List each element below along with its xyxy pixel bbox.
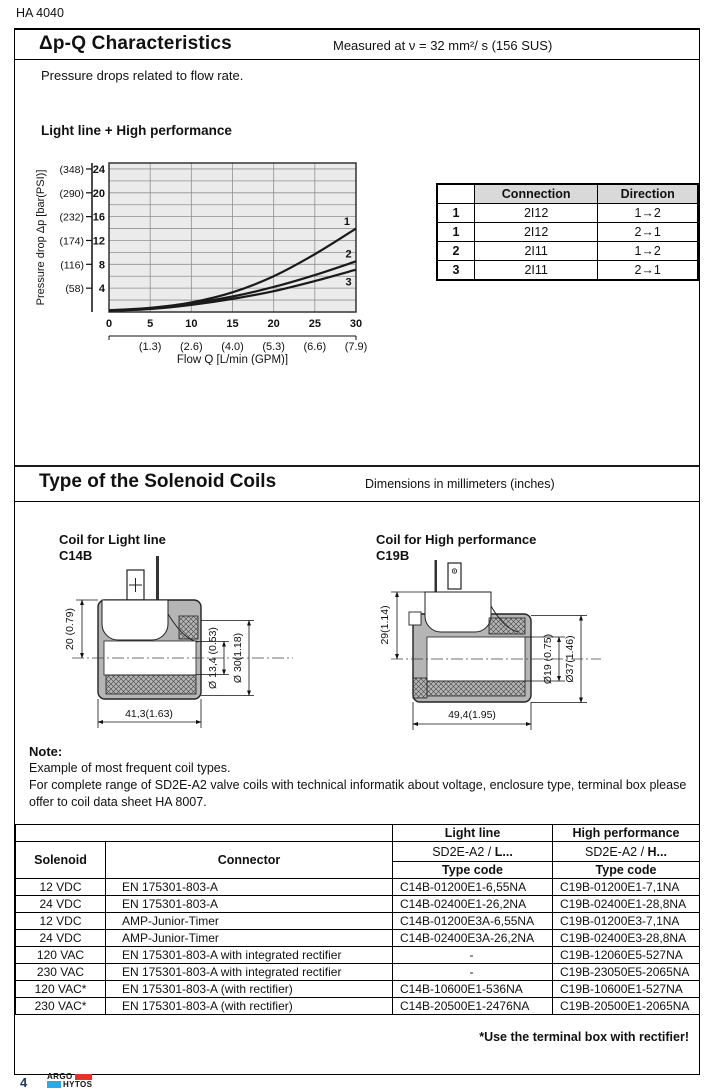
intro-text: Pressure drops related to flow rate. <box>41 68 244 83</box>
high-performance-group-header: High performance <box>553 825 700 842</box>
light-line-type-code-label: SD2E-A2 / L... <box>393 842 553 862</box>
svg-text:(290): (290) <box>59 187 84 200</box>
svg-text:(116): (116) <box>60 259 84 272</box>
svg-text:(58): (58) <box>65 283 84 296</box>
direction-col-header: Direction <box>598 184 698 204</box>
coil-table-row: 230 VAC EN 175301-803-A with integrated rectifier - C19B-23050E5-2065NA <box>16 964 700 981</box>
svg-text:10: 10 <box>185 318 198 330</box>
svg-text:16: 16 <box>92 211 105 224</box>
logo-cyan-block <box>47 1081 61 1088</box>
svg-text:(6.6): (6.6) <box>303 341 327 353</box>
svg-text:1: 1 <box>343 215 351 228</box>
coil-table-row: 120 VAC EN 175301-803-A with integrated rectifier - C19B-12060E5-527NA <box>16 947 700 964</box>
type-code-header-light: Type code <box>393 862 553 879</box>
svg-text:49,4(1.95): 49,4(1.95) <box>448 709 496 721</box>
type-code-header-high: Type code <box>553 862 700 879</box>
coil-table-row: 24 VDC AMP-Junior-Timer C14B-02400E3A-26,2NA C19B-02400E3-28,8NA <box>16 930 700 947</box>
svg-text:20 (0.79): 20 (0.79) <box>64 607 76 651</box>
document-code: HA 4040 <box>16 6 64 20</box>
connector-col-header: Connector <box>106 842 393 879</box>
coil-table-row: 24 VDC EN 175301-803-A C14B-02400E1-26,2NA C19B-02400E1-28,8NA <box>16 896 700 913</box>
svg-text:Ø 30(1.18): Ø 30(1.18) <box>232 632 244 684</box>
svg-text:30: 30 <box>349 318 363 330</box>
svg-text:(4.0): (4.0) <box>221 341 244 353</box>
rectifier-footnote: *Use the terminal box with rectifier! <box>479 1030 689 1044</box>
note-line: For complete range of SD2E-A2 valve coils with technical informatik about voltage, enclosure type, terminal box please <box>29 778 687 792</box>
coil-type-table <box>15 824 700 1015</box>
c14b-body-drawing <box>72 556 293 699</box>
argo-hytos-logo: ARGO HYTOS <box>47 1072 93 1089</box>
connection-table <box>436 183 699 281</box>
c14b-caption: Coil for Light line C14B <box>59 532 166 563</box>
svg-text:2: 2 <box>345 248 352 261</box>
svg-text:25: 25 <box>308 318 321 330</box>
svg-text:20: 20 <box>92 187 105 200</box>
page-frame <box>14 28 700 1075</box>
pq-chart-svg <box>31 150 396 365</box>
c19b-caption: Coil for High performance C19B <box>376 532 537 563</box>
svg-text:0: 0 <box>105 318 113 330</box>
coil-table-row: 12 VDC EN 175301-803-A C14B-01200E1-6,55NA C19B-01200E1-7,1NA <box>16 879 700 896</box>
svg-text:Ø 13,4 (0.53): Ø 13,4 (0.53) <box>207 627 219 689</box>
connection-row: 2 2I11 1→2 <box>437 242 698 261</box>
c14b-diagram <box>56 554 361 746</box>
svg-text:Pressure drop Δp [bar(PSI)]: Pressure drop Δp [bar(PSI)] <box>35 169 47 306</box>
svg-text:15: 15 <box>226 318 239 330</box>
svg-text:4: 4 <box>98 283 105 296</box>
svg-text:41,3(1.63): 41,3(1.63) <box>125 708 173 720</box>
coil-table-row: 230 VAC* EN 175301-803-A (with rectifier) C14B-20500E1-2476NA C19B-20500E1-2065NA <box>16 998 700 1015</box>
coil-table-row: 12 VDC AMP-Junior-Timer C14B-01200E3A-6,55NA C19B-01200E3-7,1NA <box>16 913 700 930</box>
svg-text:3: 3 <box>345 276 352 289</box>
svg-text:Ø37(1.46): Ø37(1.46) <box>564 635 576 683</box>
solenoid-col-header: Solenoid <box>16 842 106 879</box>
title-band <box>15 30 699 60</box>
connection-row: 1 2I12 1→2 <box>437 204 698 223</box>
page-number: 4 <box>20 1075 28 1090</box>
svg-text:12: 12 <box>92 235 105 248</box>
light-line-group-header: Light line <box>393 825 553 842</box>
connection-table-corner <box>437 184 474 204</box>
svg-text:Flow Q [L/min (GPM)]: Flow Q [L/min (GPM)] <box>176 354 289 365</box>
chart-heading: Light line + High performance <box>41 123 232 138</box>
svg-text:(1.3): (1.3) <box>138 341 162 353</box>
c19b-diagram <box>371 554 701 746</box>
coil-table-body <box>16 879 700 1015</box>
coil-table-corner <box>16 825 393 842</box>
note-line: offer to coil data sheet HA 8007. <box>29 795 207 809</box>
dimensions-note: Dimensions in millimeters (inches) <box>365 477 555 491</box>
connection-col-header: Connection <box>474 184 597 204</box>
connection-table-body <box>437 204 698 281</box>
svg-text:20: 20 <box>267 318 280 330</box>
section-band <box>15 465 699 502</box>
section-title: Type of the Solenoid Coils <box>39 471 277 492</box>
svg-text:29(1.14): 29(1.14) <box>379 605 391 645</box>
measured-at-note: Measured at ν = 32 mm²/ s (156 SUS) <box>333 38 553 53</box>
connection-row: 3 2I11 2→1 <box>437 261 698 281</box>
svg-text:8: 8 <box>98 259 105 272</box>
svg-text:(2.6): (2.6) <box>180 341 203 353</box>
svg-text:Ø19 (0.75): Ø19 (0.75) <box>542 633 554 685</box>
connection-row: 1 2I12 2→1 <box>437 223 698 242</box>
svg-text:(348): (348) <box>59 163 84 176</box>
note-line: Example of most frequent coil types. <box>29 761 231 775</box>
svg-text:(7.9): (7.9) <box>344 341 368 353</box>
note-block <box>29 743 697 811</box>
page-title: Δp-Q Characteristics <box>39 33 232 54</box>
svg-text:(174): (174) <box>59 235 84 248</box>
svg-text:24: 24 <box>92 163 105 176</box>
note-label: Note: <box>29 744 63 759</box>
coil-table-row: 120 VAC* EN 175301-803-A (with rectifier) C14B-10600E1-536NA C19B-10600E1-527NA <box>16 981 700 998</box>
svg-text:(5.3): (5.3) <box>262 341 285 353</box>
high-performance-type-code-label: SD2E-A2 / H... <box>553 842 700 862</box>
svg-text:(232): (232) <box>59 211 84 224</box>
svg-text:5: 5 <box>147 318 154 330</box>
